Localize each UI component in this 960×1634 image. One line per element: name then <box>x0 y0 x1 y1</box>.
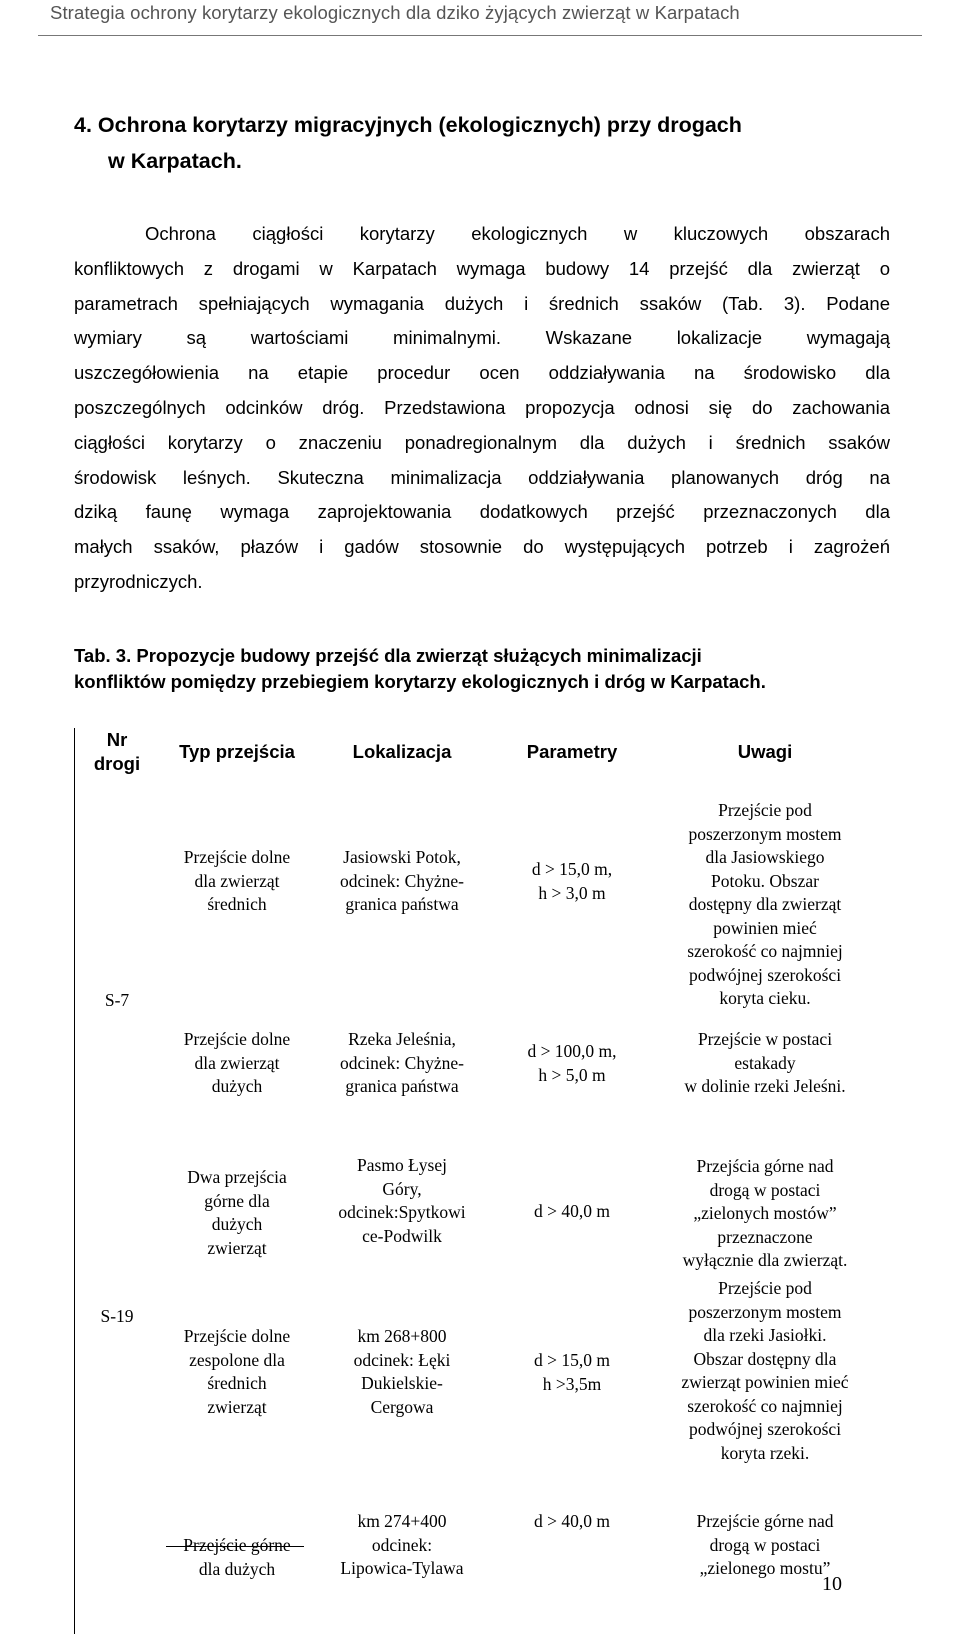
body-line: Ochrona ciągłości korytarzy ekologicznych w kluczowych obszarach <box>145 223 890 244</box>
cell-line: d > 15,0 m, <box>531 859 613 879</box>
table-cell-parametry <box>492 1349 652 1396</box>
cell-line: Dukielskie- <box>361 1373 443 1393</box>
cell-line: odcinek: <box>371 1534 433 1555</box>
strike-through-line <box>166 1546 304 1547</box>
cell-line: szerokość co najmniej <box>687 941 843 961</box>
road-number: S-19 <box>100 1306 134 1326</box>
cell-line: odcinek:Spytkowi <box>338 1202 466 1222</box>
table-cell-uwagi <box>652 1155 878 1273</box>
cell-line: ce-Podwilk <box>362 1225 442 1246</box>
cell-line: Potoku. Obszar <box>711 870 819 891</box>
cell-line: dużych <box>211 1076 263 1096</box>
cell-line: zwierząt <box>207 1237 267 1258</box>
column-header-line: drogi <box>93 753 141 774</box>
header-rule <box>38 35 922 36</box>
cell-line: Przejście dolne <box>183 1326 291 1346</box>
cell-line: powinien mieć <box>713 917 817 938</box>
cell-line: drogą w postaci <box>709 1534 821 1555</box>
cell-line: odcinek: Chyżne- <box>340 870 464 891</box>
body-line: uszczegółowienia na etapie procedur ocen oddziaływania na środowisko dla <box>74 362 890 384</box>
cell-line: granica państwa <box>345 894 459 914</box>
running-header: Strategia ochrony korytarzy ekologicznych dla dziko żyjących zwierząt w Karpatach <box>50 2 740 23</box>
table-cell-lokalizacja <box>322 846 482 917</box>
road-number: S-7 <box>104 990 130 1010</box>
cell-line: Góry, <box>382 1178 422 1199</box>
table-cell-lokalizacja <box>322 1154 482 1248</box>
table-cell-lokalizacja <box>322 1028 482 1099</box>
cell-line: górne dla <box>204 1190 270 1211</box>
table-cell-parametry <box>492 858 652 905</box>
cell-line: Rzeka Jeleśnia, <box>348 1029 456 1049</box>
cell-line: h > 5,0 m <box>538 1064 606 1085</box>
cell-line: zwierząt <box>207 1396 267 1417</box>
cell-line: granica państwa <box>345 1076 459 1096</box>
cell-line: dostępny dla zwierząt <box>688 894 842 914</box>
cell-line: dla rzeki Jasiołki. <box>703 1325 827 1345</box>
table-left-border <box>74 728 75 1634</box>
cell-line: zespolone dla <box>189 1349 285 1370</box>
cell-line: Przejście w postaci <box>697 1029 833 1049</box>
column-header-nr <box>75 728 159 776</box>
cell-line: wyłącznie dla zwierząt. <box>682 1250 848 1270</box>
cell-line: d > 40,0 m <box>534 1511 610 1531</box>
table-caption-line: Tab. 3. Propozycje budowy przejść dla zwierząt służących minimalizacji <box>74 645 702 666</box>
table-cell-uwagi <box>652 1277 878 1465</box>
cell-line: estakady <box>734 1052 796 1073</box>
body-line: poszczególnych odcinków dróg. Przedstawiona propozycja odnosi się do zachowania <box>74 396 890 418</box>
table-cell-uwagi <box>660 799 870 1011</box>
page-number: 10 <box>822 1573 842 1595</box>
body-line: przyrodniczych. <box>74 570 203 592</box>
cell-line: h >3,5m <box>542 1373 602 1394</box>
table-cell-typ <box>162 1028 312 1099</box>
body-line: małych ssaków, płazów i gadów stosownie do występujących potrzeb i zagrożeń <box>74 536 890 558</box>
body-line: dziką faunę wymaga zaprojektowania dodatkowych przejść przeznaczonych dla <box>74 501 890 523</box>
cell-line: odcinek: Chyżne- <box>340 1052 464 1073</box>
cell-line: poszerzonym mostem <box>688 1301 842 1322</box>
table-cell-uwagi <box>660 1510 870 1581</box>
cell-line: zwierząt powinien mieć <box>681 1372 849 1392</box>
cell-line: średnich <box>207 894 267 914</box>
table-cell-lokalizacja <box>322 1510 482 1581</box>
table-caption <box>74 643 914 695</box>
cell-line: średnich <box>207 1373 267 1393</box>
cell-line: Przejścia górne nad <box>696 1156 834 1176</box>
column-header-lokalizacja: Lokalizacja <box>352 741 452 762</box>
section-heading-line: 4. Ochrona korytarzy migracyjnych (ekologicznych) przy drogach <box>74 113 742 137</box>
table-cell-typ <box>162 846 312 917</box>
table-caption-line: konfliktów pomiędzy przebiegiem korytarzy ekologicznych i dróg w Karpatach. <box>74 671 766 692</box>
body-line: ciągłości korytarzy o znaczeniu ponadregionalnym dla dużych i średnich ssaków <box>74 431 890 453</box>
cell-line: dla Jasiowskiego <box>705 847 825 867</box>
cell-line: Cergowa <box>370 1396 434 1417</box>
cell-line: podwójnej szerokości <box>688 1419 842 1439</box>
table-cell-typ <box>162 1325 312 1419</box>
table-cell-uwagi <box>660 1028 870 1099</box>
body-line: środowisk leśnych. Skuteczna minimalizacja oddziaływania planowanych dróg na <box>74 466 890 488</box>
cell-line: Przejście pod <box>718 800 812 820</box>
cell-line: drogą w postaci <box>709 1179 821 1200</box>
table-cell-lokalizacja <box>322 1325 482 1419</box>
cell-line: „zielonych mostów” <box>693 1203 837 1223</box>
cell-line: Przejście górne nad <box>696 1511 834 1531</box>
body-line: wymiary są wartościami minimalnymi. Wskazane lokalizacje wymagają <box>74 327 890 349</box>
column-header-typ: Typ przejścia <box>179 741 295 762</box>
section-heading-line: w Karpatach. <box>108 149 242 173</box>
body-line: konfliktowych z drogami w Karpatach wymaga budowy 14 przejść dla zwierząt o <box>74 257 890 279</box>
body-line: parametrach spełniających wymagania dużych i średnich ssaków (Tab. 3). Podane <box>74 292 890 314</box>
cell-line: „zielonego mostu” <box>699 1558 831 1578</box>
cell-line: w dolinie rzeki Jeleśni. <box>684 1076 846 1096</box>
cell-line: odcinek: Łęki <box>353 1349 451 1370</box>
table-cell-typ <box>162 1166 312 1260</box>
cell-line: dużych <box>211 1214 263 1234</box>
table-cell-typ <box>162 1534 312 1581</box>
column-header-line: Nr <box>106 729 128 750</box>
cell-line: d > 40,0 m <box>534 1201 610 1221</box>
table-cell-parametry <box>492 1200 652 1224</box>
cell-line: podwójnej szerokości <box>688 964 842 985</box>
cell-line: Przejście dolne <box>183 847 291 867</box>
cell-line: koryta cieku. <box>719 988 811 1008</box>
cell-line: Dwa przejścia <box>187 1167 287 1187</box>
cell-line: dla zwierząt <box>194 1052 280 1073</box>
body-paragraph <box>74 217 890 600</box>
cell-line: przeznaczone <box>717 1226 813 1247</box>
cell-line: dla dużych <box>198 1558 276 1579</box>
table-cell-parametry <box>492 1040 652 1087</box>
cell-line: Lipowica-Tylawa <box>340 1558 464 1578</box>
cell-line: poszerzonym mostem <box>688 823 842 844</box>
cell-line: Obszar dostępny dla <box>693 1348 837 1369</box>
column-header-uwagi: Uwagi <box>737 741 793 762</box>
section-heading <box>74 107 854 179</box>
cell-line: Pasmo Łysej <box>357 1155 447 1175</box>
cell-line: Przejście dolne <box>183 1029 291 1049</box>
cell-line: Przejście pod <box>718 1278 812 1298</box>
cell-line: km 274+400 <box>357 1511 447 1531</box>
cell-line: szerokość co najmniej <box>687 1395 843 1416</box>
cell-line: koryta rzeki. <box>720 1442 810 1463</box>
cell-line: d > 100,0 m, <box>527 1041 617 1061</box>
cell-line: Jasiowski Potok, <box>343 847 461 867</box>
column-header-parametry: Parametry <box>526 741 618 762</box>
cell-line: d > 15,0 m <box>534 1350 610 1370</box>
cell-line: Przejście górne <box>183 1535 291 1555</box>
cell-line: dla zwierząt <box>194 870 280 891</box>
cell-line: h > 3,0 m <box>538 882 606 903</box>
table-cell-parametry <box>492 1510 652 1534</box>
cell-line: km 268+800 <box>357 1326 447 1346</box>
